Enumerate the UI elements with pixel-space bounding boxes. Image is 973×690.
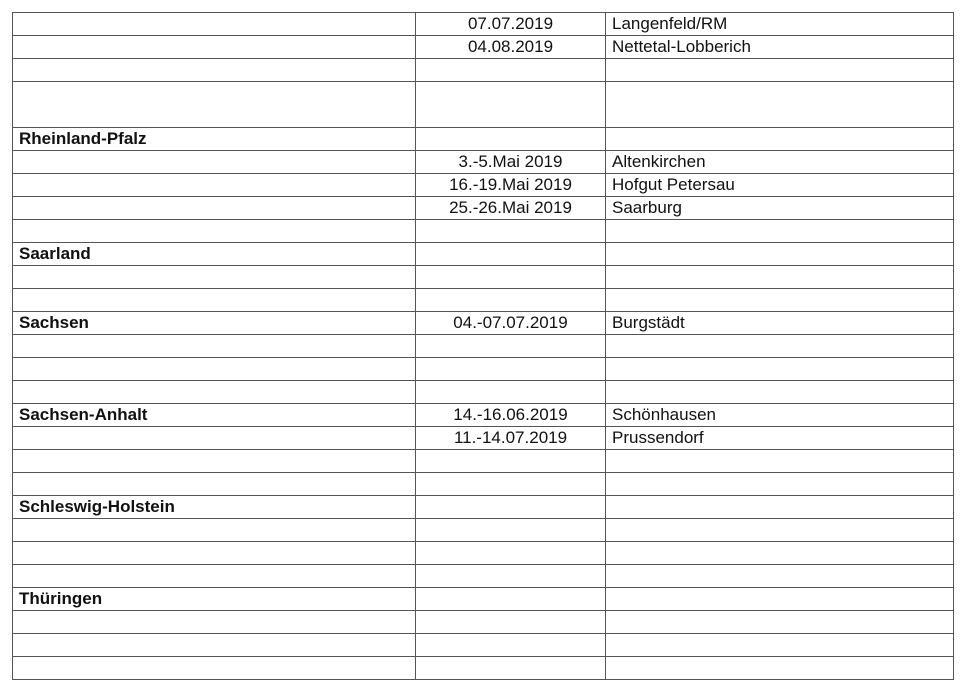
date-cell xyxy=(416,565,606,588)
region-cell: Saarland xyxy=(13,243,416,266)
place-cell xyxy=(606,243,954,266)
place-cell xyxy=(606,381,954,404)
region-cell xyxy=(13,634,416,657)
date-cell xyxy=(416,381,606,404)
date-cell xyxy=(416,128,606,151)
place-cell: Burgstädt xyxy=(606,312,954,335)
region-cell xyxy=(13,174,416,197)
table-row xyxy=(13,565,954,588)
table-row xyxy=(13,381,954,404)
place-cell xyxy=(606,59,954,82)
date-cell xyxy=(416,266,606,289)
table-row xyxy=(13,496,954,519)
table-row xyxy=(13,36,954,59)
date-cell xyxy=(416,657,606,680)
date-cell: 16.-19.Mai 2019 xyxy=(416,174,606,197)
region-cell xyxy=(13,473,416,496)
date-cell: 14.-16.06.2019 xyxy=(416,404,606,427)
place-cell xyxy=(606,611,954,634)
region-cell xyxy=(13,519,416,542)
place-cell xyxy=(606,82,954,128)
region-cell: Sachsen xyxy=(13,312,416,335)
date-cell xyxy=(416,611,606,634)
date-cell: 3.-5.Mai 2019 xyxy=(416,151,606,174)
date-cell xyxy=(416,634,606,657)
place-cell: Langenfeld/RM xyxy=(606,13,954,36)
place-cell: Saarburg xyxy=(606,197,954,220)
place-cell xyxy=(606,657,954,680)
date-cell xyxy=(416,335,606,358)
region-cell xyxy=(13,657,416,680)
date-cell: 04.-07.07.2019 xyxy=(416,312,606,335)
events-table-body xyxy=(13,13,954,680)
table-row xyxy=(13,312,954,335)
table-row xyxy=(13,266,954,289)
place-cell: Nettetal-Lobberich xyxy=(606,36,954,59)
table-row xyxy=(13,519,954,542)
table-row xyxy=(13,473,954,496)
place-cell xyxy=(606,565,954,588)
table-row xyxy=(13,13,954,36)
place-cell xyxy=(606,519,954,542)
date-cell xyxy=(416,542,606,565)
table-row xyxy=(13,542,954,565)
place-cell xyxy=(606,542,954,565)
place-cell: Schönhausen xyxy=(606,404,954,427)
region-cell: Thüringen xyxy=(13,588,416,611)
date-cell: 07.07.2019 xyxy=(416,13,606,36)
place-cell xyxy=(606,496,954,519)
region-cell xyxy=(13,381,416,404)
region-cell xyxy=(13,220,416,243)
region-cell xyxy=(13,13,416,36)
place-cell xyxy=(606,588,954,611)
table-row xyxy=(13,335,954,358)
region-cell xyxy=(13,36,416,59)
table-row xyxy=(13,82,954,128)
events-table xyxy=(12,12,954,680)
place-cell xyxy=(606,335,954,358)
region-cell xyxy=(13,450,416,473)
place-cell xyxy=(606,266,954,289)
date-cell xyxy=(416,450,606,473)
region-cell: Sachsen-Anhalt xyxy=(13,404,416,427)
table-row xyxy=(13,634,954,657)
date-cell xyxy=(416,220,606,243)
place-cell: Hofgut Petersau xyxy=(606,174,954,197)
table-row xyxy=(13,220,954,243)
region-cell xyxy=(13,266,416,289)
place-cell xyxy=(606,289,954,312)
table-row xyxy=(13,174,954,197)
place-cell xyxy=(606,634,954,657)
table-row xyxy=(13,243,954,266)
table-row xyxy=(13,358,954,381)
region-cell xyxy=(13,197,416,220)
table-row xyxy=(13,450,954,473)
table-row xyxy=(13,588,954,611)
date-cell xyxy=(416,496,606,519)
region-cell xyxy=(13,358,416,381)
date-cell xyxy=(416,59,606,82)
table-row xyxy=(13,427,954,450)
date-cell xyxy=(416,243,606,266)
region-cell xyxy=(13,335,416,358)
region-cell xyxy=(13,611,416,634)
place-cell: Prussendorf xyxy=(606,427,954,450)
place-cell xyxy=(606,473,954,496)
date-cell: 04.08.2019 xyxy=(416,36,606,59)
region-cell xyxy=(13,82,416,128)
date-cell xyxy=(416,519,606,542)
table-row xyxy=(13,128,954,151)
place-cell xyxy=(606,358,954,381)
date-cell xyxy=(416,82,606,128)
table-row xyxy=(13,289,954,312)
date-cell: 25.-26.Mai 2019 xyxy=(416,197,606,220)
region-cell: Schleswig-Holstein xyxy=(13,496,416,519)
date-cell xyxy=(416,473,606,496)
place-cell xyxy=(606,450,954,473)
region-cell xyxy=(13,565,416,588)
table-row xyxy=(13,197,954,220)
place-cell xyxy=(606,220,954,243)
date-cell xyxy=(416,358,606,381)
region-cell xyxy=(13,427,416,450)
region-cell xyxy=(13,542,416,565)
date-cell xyxy=(416,289,606,312)
region-cell xyxy=(13,151,416,174)
date-cell xyxy=(416,588,606,611)
region-cell xyxy=(13,59,416,82)
table-row xyxy=(13,657,954,680)
date-cell: 11.-14.07.2019 xyxy=(416,427,606,450)
table-row xyxy=(13,59,954,82)
place-cell: Altenkirchen xyxy=(606,151,954,174)
table-row xyxy=(13,151,954,174)
table-row xyxy=(13,611,954,634)
place-cell xyxy=(606,128,954,151)
table-row xyxy=(13,404,954,427)
region-cell: Rheinland-Pfalz xyxy=(13,128,416,151)
region-cell xyxy=(13,289,416,312)
